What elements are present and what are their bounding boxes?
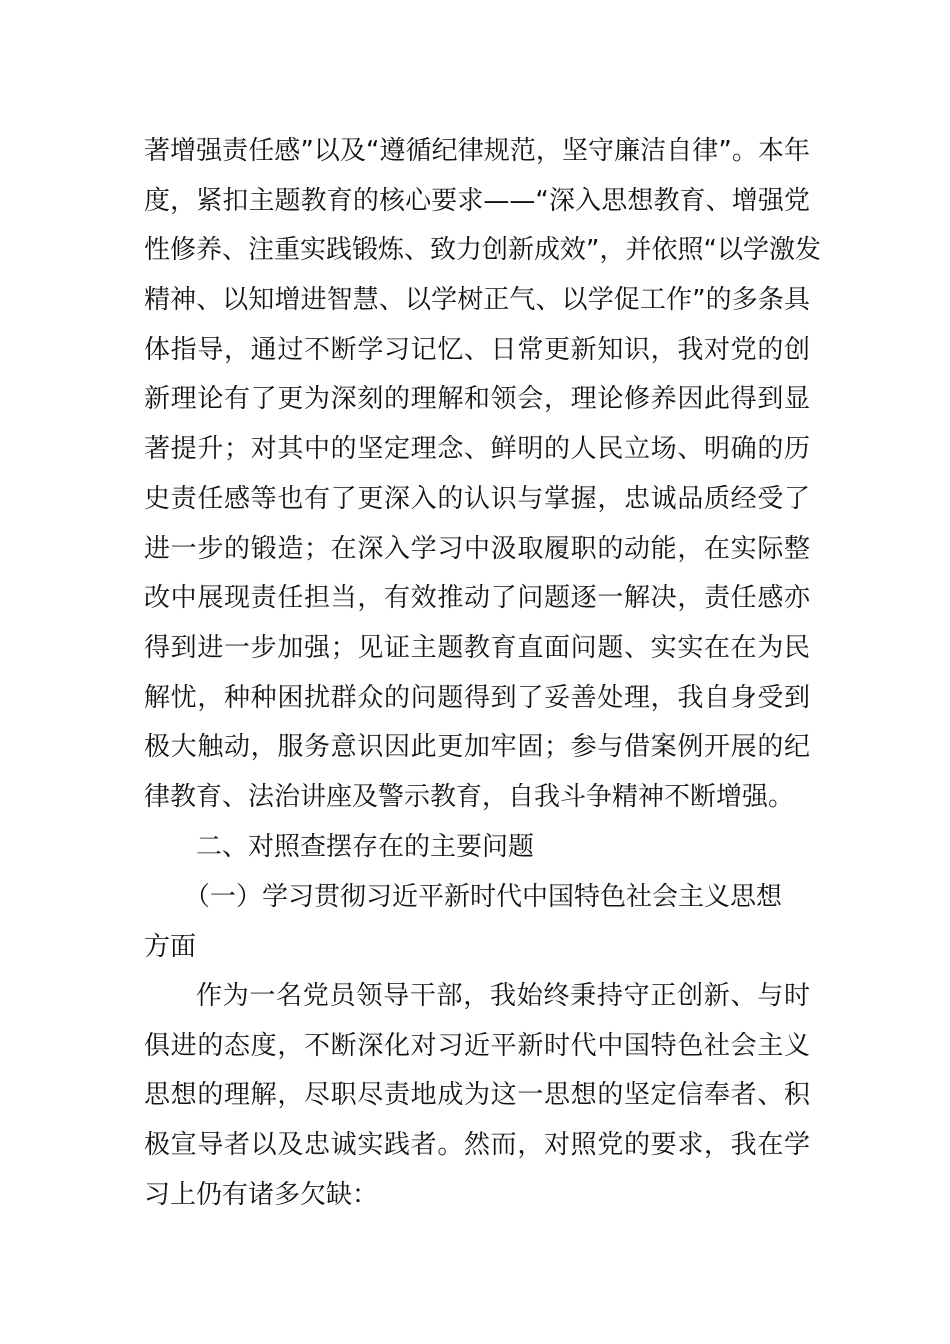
subsection-heading — [144, 873, 810, 972]
text-line: 精神、以知增进智慧、以学树正气、以学促工作”的多条具 — [144, 285, 810, 316]
text-line: 性修养、注重实践锻炼、致力创新成效”，并依照“以学激发 — [144, 235, 821, 266]
text-line: 解忧，种种困扰群众的问题得到了妥善处理，我自身受到 — [144, 682, 810, 713]
text-line: 著增强责任感”以及“遵循纪律规范，坚守廉洁自律”。本年 — [144, 136, 810, 166]
subsection-heading-line: （一）学习贯彻习近平新时代中国特色社会主义思想 — [184, 882, 783, 912]
text-line: 新理论有了更为深刻的理解和领会，理论修养因此得到显 — [144, 384, 810, 415]
text-line: 史责任感等也有了更深入的认识与掌握，忠诚品质经受了 — [144, 483, 810, 514]
text-line: 习上仍有诸多欠缺： — [144, 1179, 379, 1210]
text-line: 改中展现责任担当，有效推动了问题逐一解决，责任感亦 — [144, 583, 810, 614]
text-line: 进一步的锻造；在深入学习中汲取履职的动能，在实际整 — [144, 533, 810, 564]
subsection-heading-line: 方面 — [144, 931, 197, 962]
text-line: 俱进的态度，不断深化对习近平新时代中国特色社会主义 — [144, 1030, 810, 1061]
section-heading — [144, 823, 810, 873]
text-line: 思想的理解，尽职尽责地成为这一思想的坚定信奉者、积 — [144, 1080, 810, 1111]
paragraph-continuation — [144, 127, 821, 823]
section-heading-text: 二、对照查摆存在的主要问题 — [196, 832, 535, 862]
text-line: 度，紧扣主题教育的核心要求——“深入思想教育、增强党 — [144, 185, 810, 216]
text-line: 得到进一步加强；见证主题教育直面问题、实实在在为民 — [144, 632, 810, 663]
text-line: 极大触动，服务意识因此更加牢固；参与借案例开展的纪 — [144, 732, 810, 763]
text-line: 体指导，通过不断学习记忆、日常更新知识，我对党的创 — [144, 334, 810, 365]
text-line: 作为一名党员领导干部，我始终秉持守正创新、与时 — [196, 981, 810, 1011]
paragraph-body — [144, 972, 810, 1220]
text-line: 律教育、法治讲座及警示教育，自我斗争精神不断增强。 — [144, 781, 795, 812]
text-line: 著提升；对其中的坚定理念、鲜明的人民立场、明确的历 — [144, 434, 810, 465]
text-line: 极宣导者以及忠诚实践者。然而，对照党的要求，我在学 — [144, 1130, 810, 1161]
